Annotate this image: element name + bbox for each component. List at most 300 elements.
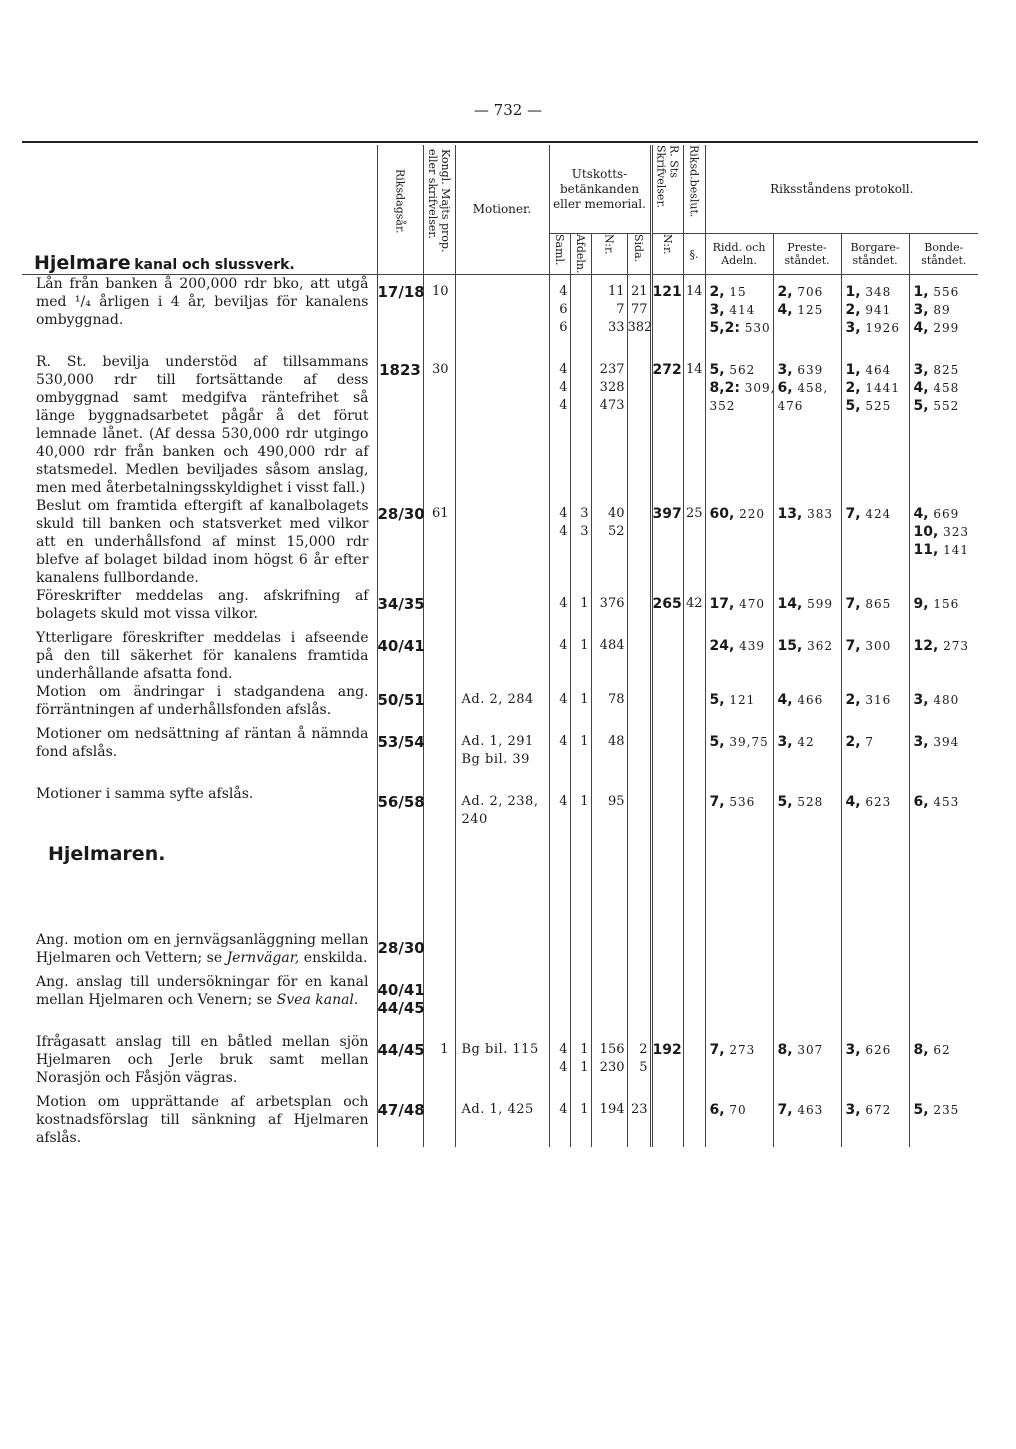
riksdagsar-cell: 53/54 [377, 725, 423, 785]
entry-description [22, 1093, 377, 1147]
protocol-page: 362 [802, 639, 834, 653]
kongl-prop-cell [423, 785, 455, 845]
nr-cell-value: 156 [599, 1042, 625, 1057]
kongl-prop-cell [423, 1093, 455, 1147]
motioner-cell: Ad. 1, 291 Bg bil. 39 [455, 725, 549, 785]
empty-cell [683, 845, 705, 931]
bond-cell [909, 1033, 978, 1093]
table-row [22, 587, 978, 629]
saml-cell [549, 353, 570, 497]
protocol-volume: 7, [845, 638, 861, 654]
nr-cell [591, 1093, 627, 1147]
ridd-cell [705, 1093, 773, 1147]
nr-cell [591, 629, 627, 683]
header-bondestandet: Bonde- ståndet. [909, 234, 978, 275]
prest-cell-entry [778, 361, 841, 379]
bond-cell [909, 973, 978, 1033]
entry-text: R. St. bevilja understöd af tillsammans 530,000 rdr till fortsättande af dess ombyggnad samt medgifva räntefrihet så länge byggnadsarbetet pågår å det förut lemnade lånet. (Af dessa 530,000 rdr utgingo 40,000 rdr från banken och 490,000 rdr af statsmedel. Medlen beviljades såsom anslag, men med återbetalningsskyldighet i visst fall.) [36, 354, 369, 496]
prest-cell-entry [778, 505, 841, 523]
protocol-page: 706 [792, 285, 824, 299]
ridd-cell-entry [710, 505, 773, 523]
protocol-page: 458 [928, 381, 960, 395]
ridd-cell-entry [710, 595, 773, 613]
protocol-page: 552 [928, 399, 960, 413]
nr-cell-value: 95 [607, 794, 625, 809]
riksdagsar-cell: 34/35 [377, 587, 423, 629]
nr-cell [591, 353, 627, 497]
header-ridd-adeln: Ridd. och Adeln. [705, 234, 773, 275]
saml-cell-value: 4 [559, 380, 568, 395]
entry-text: Ang. motion om en jernvägsanläggning mellan Hjelmaren och Vettern; se [36, 932, 369, 966]
saml-cell-value: 4 [559, 524, 568, 539]
borg-cell-entry [846, 361, 909, 379]
saml-cell [549, 497, 570, 587]
empty-cell [705, 845, 773, 931]
empty-cell [423, 845, 455, 931]
nr-cell [591, 931, 627, 973]
protocol-page: 1926 [860, 321, 900, 335]
protocol-page: 316 [860, 693, 892, 707]
prest-cell-entry [778, 691, 841, 709]
motioner-cell: Ad. 2, 284 [455, 683, 549, 725]
protocol-volume: 7, [777, 1102, 793, 1118]
protocol-volume: 5, [777, 794, 793, 810]
sida-cell [627, 275, 651, 354]
ridd-cell-entry [709, 379, 776, 397]
nr-cell [591, 973, 627, 1033]
protocol-page: 424 [860, 507, 892, 521]
protocol-page: 309, [739, 381, 776, 395]
saml-cell-value: 4 [559, 284, 568, 299]
entry-text: Motioner om nedsättning af räntan å nämnda fond afslås. [36, 726, 369, 760]
riksdagsar-cell: 1823 [377, 353, 423, 497]
protocol-volume: 4, [913, 506, 929, 522]
saml-cell [549, 931, 570, 973]
header-nr: N:r. [591, 234, 627, 275]
protocol-volume: 7, [845, 506, 861, 522]
table-row [22, 973, 978, 1033]
table-row [22, 353, 978, 497]
paragraf-cell [683, 931, 705, 973]
saml-cell [549, 1033, 570, 1093]
sida-cell-value: 77 [630, 302, 648, 317]
entry-description [22, 587, 377, 629]
prest-cell-entry [778, 379, 841, 397]
entry-description [22, 725, 377, 785]
saml-cell [549, 1093, 570, 1147]
ridd-cell-entry [710, 1101, 773, 1119]
afdeln-cell-value: 1 [580, 734, 589, 749]
prest-cell [773, 353, 841, 497]
protocol-page: 307 [792, 1043, 824, 1057]
rsts-nr-cell [651, 1093, 683, 1147]
riksdagsar-cell: 50/51 [377, 683, 423, 725]
header-kongl-prop: Kongl. Majts prop. eller skrifvelser. [423, 145, 455, 275]
protocol-page: 300 [860, 639, 892, 653]
motioner-cell [455, 275, 549, 354]
bond-cell-entry [914, 379, 979, 397]
paragraf-cell [683, 683, 705, 725]
saml-cell-value: 4 [559, 398, 568, 413]
bond-cell-entry [914, 319, 979, 337]
top-rule [22, 141, 978, 143]
prest-cell-entry [778, 595, 841, 613]
protocol-page: 141 [938, 543, 970, 557]
header-paragraf: §. [683, 234, 705, 275]
protocol-volume: 5, [913, 398, 929, 414]
protocol-volume: 2, [777, 284, 793, 300]
protocol-page: 414 [724, 303, 756, 317]
riksdagsar-cell: 56/58 [377, 785, 423, 845]
header-prestestandet: Preste- ståndet. [773, 234, 841, 275]
paragraf-cell [683, 629, 705, 683]
nr-cell-value: 328 [599, 380, 625, 395]
borg-cell [841, 1033, 909, 1093]
bond-cell-entry [914, 637, 979, 655]
header-sida: Sida. [627, 234, 651, 275]
table-row [22, 629, 978, 683]
afdeln-cell [570, 931, 591, 973]
protocol-volume: 2, [845, 692, 861, 708]
prest-cell [773, 973, 841, 1033]
borg-cell-entry [846, 379, 909, 397]
protocol-page: 480 [928, 693, 960, 707]
saml-cell-value: 4 [559, 596, 568, 611]
bond-cell [909, 497, 978, 587]
empty-cell [651, 845, 683, 931]
protocol-page: 470 [734, 597, 766, 611]
section-heading-hjelmare: Hjelmare kanal och slussverk. [22, 145, 377, 275]
saml-cell [549, 275, 570, 354]
ridd-cell [705, 629, 773, 683]
protocol-volume: 3, [777, 362, 793, 378]
protocol-page: 463 [792, 1103, 824, 1117]
ridd-cell-entry [710, 397, 773, 415]
ridd-cell [705, 497, 773, 587]
borg-cell [841, 587, 909, 629]
paragraf-cell [683, 725, 705, 785]
protocol-volume: 2, [845, 380, 861, 396]
bond-cell-entry [914, 595, 979, 613]
empty-cell [841, 845, 909, 931]
bond-cell-entry [914, 733, 979, 751]
afdeln-cell-value: 1 [580, 1042, 589, 1057]
protocol-page: 273 [938, 639, 970, 653]
protocol-page: 273 [724, 1043, 756, 1057]
nr-cell-value: 48 [607, 734, 625, 749]
protocol-volume: 3, [913, 692, 929, 708]
nr-cell-value: 33 [607, 320, 625, 335]
protocol-volume: 4, [845, 794, 861, 810]
ridd-cell-entry [710, 793, 773, 811]
table-header [22, 145, 978, 275]
saml-cell [549, 973, 570, 1033]
table-row [22, 275, 978, 354]
borg-cell-entry [846, 1101, 909, 1119]
protocol-volume: 3, [709, 302, 725, 318]
rsts-nr-cell [651, 785, 683, 845]
sida-cell-value: 5 [639, 1060, 648, 1075]
protocol-volume: 3, [913, 362, 929, 378]
protocol-volume: 3, [845, 1042, 861, 1058]
afdeln-cell [570, 683, 591, 725]
paragraf-cell [683, 1093, 705, 1147]
saml-cell-value: 4 [559, 734, 568, 749]
entry-description [22, 683, 377, 725]
ridd-cell [705, 683, 773, 725]
protocol-page: 476 [777, 399, 804, 413]
saml-cell-value: 6 [559, 302, 568, 317]
protocol-volume: 6, [709, 1102, 725, 1118]
entry-text: Ytterligare föreskrifter meddelas i afseende på den till säkerhet för kanalens framtida underhållande afsatta fond. [36, 630, 369, 682]
bond-cell-entry [914, 361, 979, 379]
borg-cell [841, 785, 909, 845]
motioner-cell [455, 497, 549, 587]
entry-description [22, 629, 377, 683]
header-borgarestandet: Borgare- ståndet. [841, 234, 909, 275]
motioner-cell [455, 973, 549, 1033]
borg-cell-entry [846, 1041, 909, 1059]
protocol-page: 323 [938, 525, 970, 539]
protocol-volume: 5, [845, 398, 861, 414]
saml-cell-value: 4 [559, 1042, 568, 1057]
bond-cell-entry [914, 505, 979, 523]
protocol-page: 7 [860, 735, 875, 749]
rsts-nr-cell: 272 [651, 353, 683, 497]
afdeln-cell [570, 353, 591, 497]
entry-description [22, 1033, 377, 1093]
protocol-volume: 3, [913, 302, 929, 318]
protocol-volume: 8,2: [709, 380, 740, 396]
rsts-nr-cell: 192 [651, 1033, 683, 1093]
empty-cell [377, 845, 423, 931]
protocol-volume: 10, [913, 524, 939, 540]
protocol-volume: 2, [709, 284, 725, 300]
protocol-volume: 12, [913, 638, 939, 654]
protocol-volume: 17, [709, 596, 735, 612]
borg-cell-entry [846, 691, 909, 709]
nr-cell [591, 785, 627, 845]
entry-text: Lån från banken å 200,000 rdr bko, att utgå med ¹/₄ årligen i 4 år, beviljas för kanalens ombyggnad. [36, 276, 369, 328]
bond-cell [909, 683, 978, 725]
prest-cell-entry [778, 301, 841, 319]
bond-cell [909, 931, 978, 973]
protocol-volume: 8, [913, 1042, 929, 1058]
afdeln-cell [570, 497, 591, 587]
bond-cell-entry [914, 283, 979, 301]
table-row [22, 497, 978, 587]
borg-cell-entry [846, 733, 909, 751]
protocol-volume: 8, [777, 1042, 793, 1058]
entry-description [22, 275, 377, 354]
motioner-cell: Ad. 2, 238, 240 [455, 785, 549, 845]
header-saml: Saml. [549, 234, 570, 275]
header-rsts-skrifvelser: R. Sts Skrifvelser. [651, 145, 683, 234]
rsts-nr-cell: 397 [651, 497, 683, 587]
bond-cell [909, 629, 978, 683]
afdeln-cell [570, 973, 591, 1033]
protocol-page: 70 [724, 1103, 747, 1117]
kongl-prop-cell [423, 931, 455, 973]
protocol-volume: 24, [709, 638, 735, 654]
motioner-cell: Bg bil. 115 [455, 1033, 549, 1093]
protocol-page: 299 [928, 321, 960, 335]
protocol-page: 626 [860, 1043, 892, 1057]
header-nr-2: N:r. [651, 234, 683, 275]
entry-reference: Svea kanal. [276, 992, 359, 1008]
protocol-page: 669 [928, 507, 960, 521]
ridd-cell-entry [710, 301, 773, 319]
protocol-volume: 7, [709, 1042, 725, 1058]
ridd-cell-entry [710, 283, 773, 301]
protocol-page: 156 [928, 597, 960, 611]
empty-cell [591, 845, 627, 931]
paragraf-cell [683, 973, 705, 1033]
protocol-page: 383 [802, 507, 834, 521]
protocol-page: 220 [734, 507, 766, 521]
prest-cell [773, 931, 841, 973]
protocol-page: 348 [860, 285, 892, 299]
saml-cell-value: 4 [559, 638, 568, 653]
borg-cell [841, 973, 909, 1033]
motioner-cell [455, 587, 549, 629]
protocol-page: 439 [734, 639, 766, 653]
protocol-page: 235 [928, 1103, 960, 1117]
header-riksstandens-protokoll: Riksståndens protokoll. [705, 145, 978, 234]
empty-cell [627, 845, 651, 931]
sida-cell [627, 725, 651, 785]
prest-cell-entry [778, 1101, 841, 1119]
saml-cell-value: 6 [559, 320, 568, 335]
saml-cell [549, 629, 570, 683]
afdeln-cell-value: 1 [580, 1060, 589, 1075]
afdeln-cell-value: 3 [580, 506, 589, 521]
bond-cell [909, 1093, 978, 1147]
section-row-hjelmaren [22, 845, 978, 931]
protocol-volume: 2, [845, 734, 861, 750]
protocol-page: 453 [928, 795, 960, 809]
afdeln-cell-value: 1 [580, 596, 589, 611]
protocol-volume: 5, [709, 734, 725, 750]
paragraf-cell: 14 [683, 353, 705, 497]
prest-cell [773, 275, 841, 354]
rsts-nr-cell [651, 683, 683, 725]
kongl-prop-cell [423, 683, 455, 725]
paragraf-cell [683, 1033, 705, 1093]
empty-cell [570, 845, 591, 931]
rsts-nr-cell: 265 [651, 587, 683, 629]
sida-cell-value: 21 [630, 284, 648, 299]
entry-text: Ang. anslag till undersökningar för en kanal mellan Hjelmaren och Venern; se [36, 974, 369, 1008]
protocol-volume: 5,2: [709, 320, 740, 336]
entry-text: Motion om ändringar i stadgandena ang. förräntningen af underhållsfonden afslås. [36, 684, 369, 718]
ridd-cell-entry [710, 1041, 773, 1059]
saml-cell-value: 4 [559, 794, 568, 809]
motioner-cell [455, 629, 549, 683]
bond-cell-entry [914, 523, 979, 541]
riksdagsar-cell: 47/48 [377, 1093, 423, 1147]
ridd-cell-entry [710, 733, 773, 751]
section-title: Hjelmaren. [48, 843, 166, 865]
table-row [22, 1093, 978, 1147]
sida-cell [627, 785, 651, 845]
protocol-page: 121 [724, 693, 756, 707]
protocol-page: 15 [724, 285, 747, 299]
protocol-page: 865 [860, 597, 892, 611]
saml-cell-value: 4 [559, 362, 568, 377]
afdeln-cell [570, 587, 591, 629]
sida-cell [627, 497, 651, 587]
nr-cell-value: 376 [599, 596, 625, 611]
borg-cell [841, 683, 909, 725]
saml-cell-value: 4 [559, 506, 568, 521]
sida-cell [627, 1093, 651, 1147]
protocol-volume: 11, [913, 542, 939, 558]
protocol-volume: 1, [845, 362, 861, 378]
afdeln-cell [570, 725, 591, 785]
entry-text: Motioner i samma syfte afslås. [36, 786, 254, 802]
entry-reference: Jernvägar, [226, 950, 300, 966]
borg-cell-entry [846, 319, 909, 337]
rsts-nr-cell [651, 629, 683, 683]
bond-cell [909, 725, 978, 785]
protocol-page: 352 [709, 399, 736, 413]
ridd-cell [705, 931, 773, 973]
afdeln-cell-value: 1 [580, 638, 589, 653]
paragraf-cell: 25 [683, 497, 705, 587]
borg-cell [841, 629, 909, 683]
borg-cell-entry [846, 595, 909, 613]
borg-cell-entry [846, 301, 909, 319]
prest-cell-entry [778, 733, 841, 751]
nr-cell [591, 587, 627, 629]
borg-cell [841, 725, 909, 785]
protocol-page: 941 [860, 303, 892, 317]
protocol-page: 89 [928, 303, 951, 317]
table-row [22, 725, 978, 785]
nr-cell-value: 52 [607, 524, 625, 539]
saml-cell-value: 4 [559, 1060, 568, 1075]
entry-text: Ifrågasatt anslag till en båtled mellan sjön Hjelmaren och Jerle bruk samt mellan Norasjön och Fåsjön vägras. [36, 1034, 369, 1086]
entry-description [22, 353, 377, 497]
protocol-page: 1441 [860, 381, 900, 395]
sida-cell-value: 23 [630, 1102, 648, 1117]
kongl-prop-cell [423, 725, 455, 785]
ridd-cell-entry [710, 319, 773, 337]
riksdagsar-cell: 28/30 [377, 931, 423, 973]
nr-cell [591, 497, 627, 587]
motioner-cell [455, 931, 549, 973]
prest-cell [773, 785, 841, 845]
borg-cell-entry [846, 397, 909, 415]
protocol-page: 125 [792, 303, 824, 317]
protocol-page: 525 [860, 399, 892, 413]
bond-cell-entry [914, 1101, 979, 1119]
prest-cell [773, 587, 841, 629]
nr-cell-value: 484 [599, 638, 625, 653]
protocol-volume: 7, [709, 794, 725, 810]
header-riksdagsar: Riksdagsår. [377, 145, 423, 275]
borg-cell [841, 931, 909, 973]
protocol-page: 825 [928, 363, 960, 377]
nr-cell-value: 237 [599, 362, 625, 377]
table-row [22, 683, 978, 725]
protocol-volume: 1, [913, 284, 929, 300]
paragraf-cell: 42 [683, 587, 705, 629]
rsts-nr-cell: 121 [651, 275, 683, 354]
sida-cell [627, 587, 651, 629]
nr-cell-value: 7 [616, 302, 625, 317]
